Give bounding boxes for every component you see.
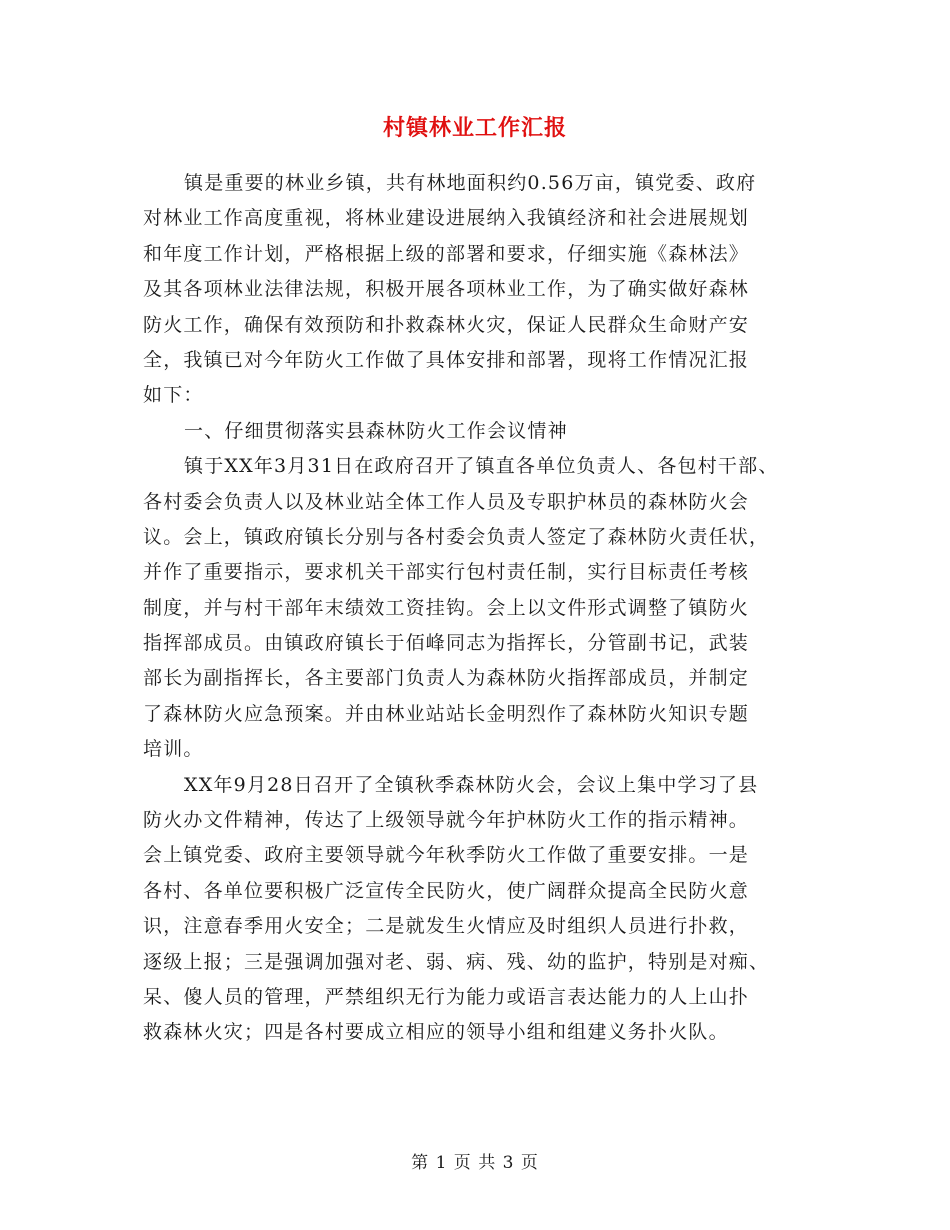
text-line: 制度，并与村干部年末绩效工资挂钩。会上以文件形式调整了镇防火: [143, 596, 750, 619]
document-title: 村镇林业工作汇报: [382, 115, 567, 141]
text-line: 议。会上，镇政府镇长分别与各村委会负责人签定了森林防火责任状，: [143, 525, 770, 548]
text-line: 和年度工作计划，严格根据上级的部署和要求，仔细实施《森林法》: [143, 242, 750, 265]
text-line: 镇是重要的林业乡镇，共有林地面积约0.56万亩，镇党委、政府: [184, 172, 757, 194]
text-line: 各村委会负责人以及林业站全体工作人员及专职护林员的森林防火会: [143, 490, 750, 513]
section-heading: 一、仔细贯彻落实县森林防火工作会议情神: [184, 419, 568, 442]
text-line: 防火工作，确保有效预防和扑救森林火灾，保证人民群众生命财产安: [143, 313, 750, 336]
text-line: 培训。: [143, 738, 204, 761]
text-line: 部长为副指挥长，各主要部门负责人为森林防火指挥部成员，并制定: [143, 667, 750, 690]
text-line: 对林业工作高度重视，将林业建设进展纳入我镇经济和社会进展规划: [143, 207, 750, 230]
text-line: 及其各项林业法律法规，积极开展各项林业工作，为了确实做好森林: [143, 278, 750, 301]
text-line: 了森林防火应急预案。并由林业站站长金明烈作了森林防火知识专题: [143, 702, 750, 725]
text-line: 呆、傻人员的管理，严禁组织无行为能力或语言表达能力的人上山扑: [143, 985, 750, 1008]
text-line: 防火办文件精神，传达了上级领导就今年护林防火工作的指示精神。: [143, 809, 750, 832]
page-number-footer: 第 1 页 共 3 页: [411, 1153, 539, 1173]
text-line: 并作了重要指示，要求机关干部实行包村责任制，实行目标责任考核: [143, 561, 750, 584]
text-line: 逐级上报；三是强调加强对老、弱、病、残、幼的监护，特别是对痴、: [143, 950, 770, 973]
text-line: 如下：: [143, 384, 204, 407]
text-line: 各村、各单位要积极广泛宣传全民防火，使广阔群众提高全民防火意: [143, 879, 750, 902]
text-line: 镇于XX年3月31日在政府召开了镇直各单位负责人、各包村干部、: [184, 455, 779, 478]
text-line: 指挥部成员。由镇政府镇长于佰峰同志为指挥长，分管副书记，武装: [143, 632, 750, 655]
text-line: 识，注意春季用火安全；二是就发生火情应及时组织人员进行扑救，: [143, 915, 750, 938]
text-line: 会上镇党委、政府主要领导就今年秋季防火工作做了重要安排。一是: [143, 844, 750, 867]
text-line: XX年9月28日召开了全镇秋季森林防火会，会议上集中学习了县: [184, 773, 759, 796]
text-line: 全，我镇已对今年防火工作做了具体安排和部署，现将工作情况汇报: [143, 348, 750, 371]
text-line: 救森林火灾；四是各村要成立相应的领导小组和组建义务扑火队。: [143, 1021, 729, 1044]
document-body: [143, 166, 833, 1051]
